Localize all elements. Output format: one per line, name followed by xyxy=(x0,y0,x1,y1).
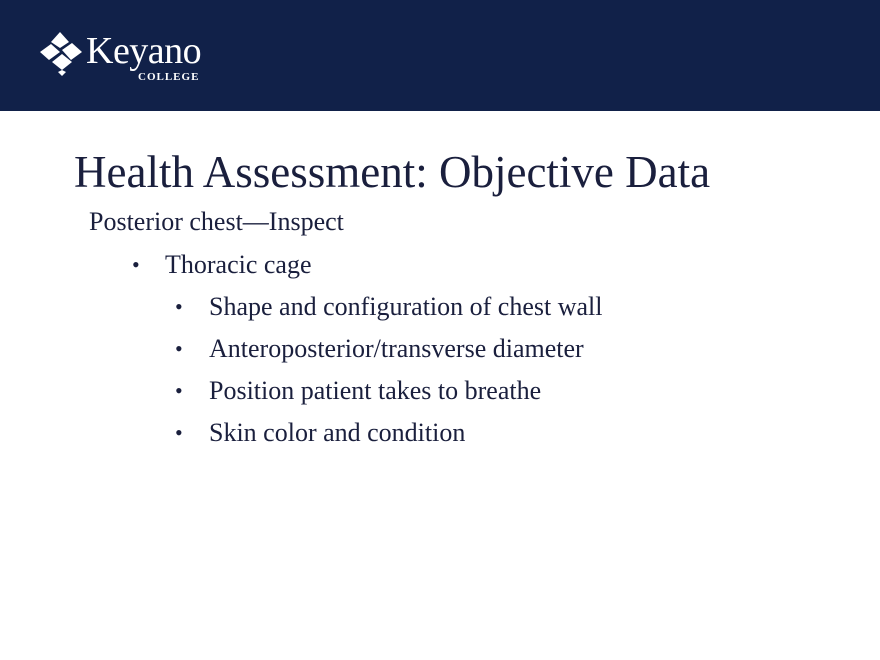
bullet-item xyxy=(0,418,880,460)
bullet-dot: • xyxy=(175,336,183,361)
bullet-item xyxy=(0,292,880,334)
slide-subheading: Posterior chest—Inspect xyxy=(89,207,344,236)
bullet-text: Shape and configuration of chest wall xyxy=(209,292,603,321)
bullet-text: Position patient takes to breathe xyxy=(209,376,542,405)
bullet-dot: • xyxy=(175,420,183,445)
header-band xyxy=(0,0,880,111)
bullet-dot: • xyxy=(175,294,183,319)
bullet-item xyxy=(0,376,880,418)
college-logo xyxy=(36,30,216,86)
bullet-dot: • xyxy=(132,252,140,277)
bullet-list xyxy=(0,250,880,460)
bullet-item xyxy=(0,250,880,292)
bullet-text: Skin color and condition xyxy=(209,418,466,447)
bullet-text: Anteroposterior/transverse diameter xyxy=(209,334,584,363)
bullet-dot: • xyxy=(175,378,183,403)
bullet-item xyxy=(0,334,880,376)
logo-wordmark: Keyano xyxy=(86,30,202,72)
bullet-text: Thoracic cage xyxy=(165,250,312,279)
keyano-logo-icon xyxy=(36,30,84,78)
logo-subtitle: COLLEGE xyxy=(138,71,200,83)
slide-title: Health Assessment: Objective Data xyxy=(74,147,711,197)
